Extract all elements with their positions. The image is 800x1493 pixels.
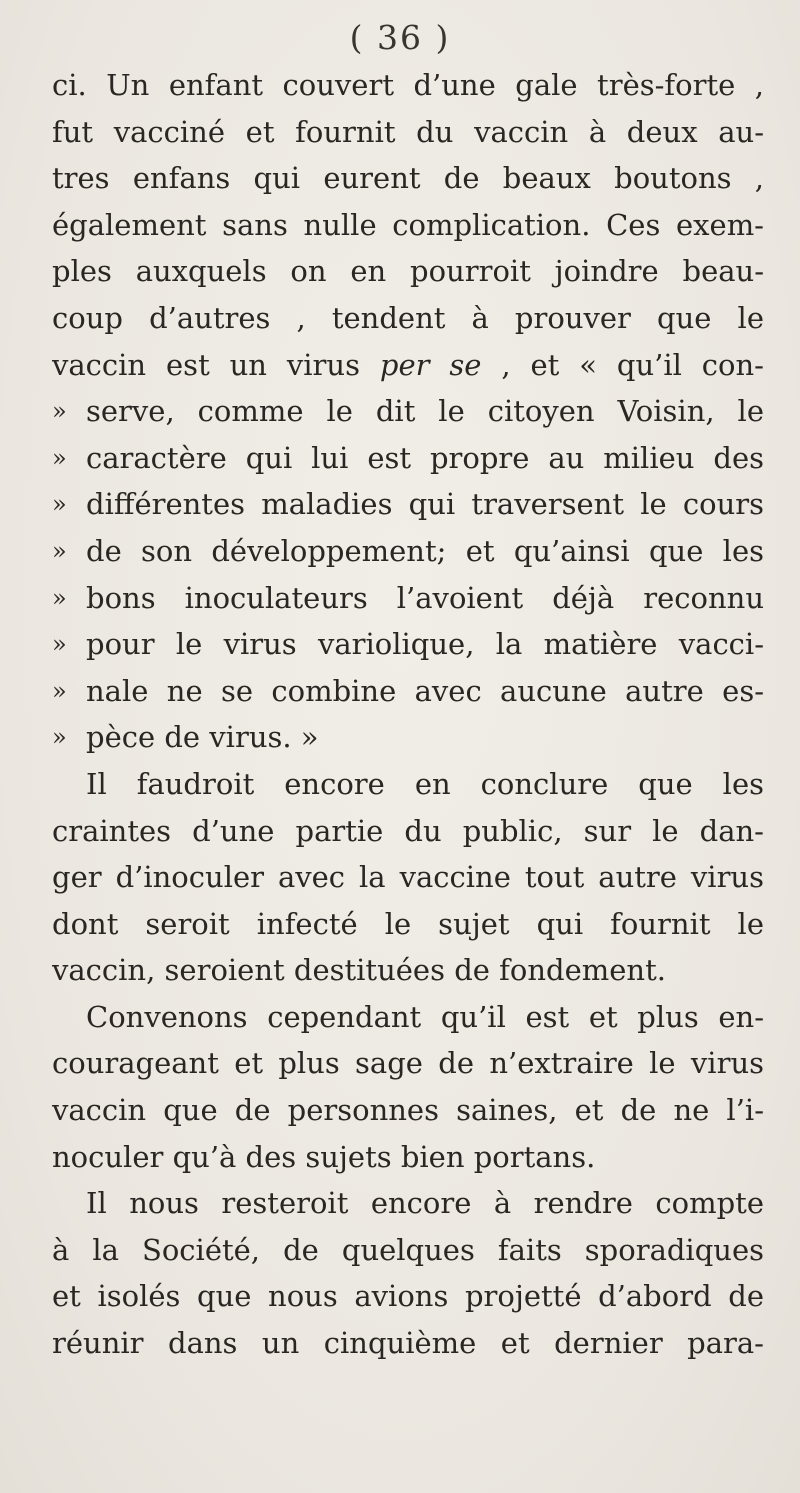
text-line: coup d’autres , tendent à prouver que le (52, 300, 764, 335)
quote-mark: » (52, 536, 67, 565)
quoted-line (52, 435, 764, 482)
paragraph-first-line: Il nous resteroit encore à rendre compte (86, 1186, 764, 1221)
text-line: vaccin que de personnes saines, et de ne l’i- (52, 1093, 764, 1128)
body-text (52, 62, 764, 1367)
quoted-text: différentes maladies qui traversent le cours (86, 487, 764, 522)
text-line: fut vacciné et fournit du vaccin à deux au- (52, 114, 764, 149)
quote-mark: » (52, 723, 67, 752)
text-line: dont seroit infecté le sujet qui fournit le (52, 906, 764, 941)
quote-mark: » (52, 676, 67, 705)
quote-mark: » (52, 583, 67, 612)
quoted-text: de son développement; et qu’ainsi que les (86, 533, 764, 568)
quote-mark: » (52, 490, 67, 519)
text-line: et isolés que nous avions projetté d’abord de (52, 1279, 764, 1314)
quote-mark: » (52, 397, 67, 426)
quoted-line (52, 714, 764, 761)
quote-mark: » (52, 443, 67, 472)
text-line: tres enfans qui eurent de beaux boutons , (52, 161, 764, 196)
quoted-line (52, 575, 764, 622)
text-line: noculer qu’à des sujets bien portans. (52, 1139, 596, 1174)
quoted-text: nale ne se combine avec aucune autre es- (86, 673, 764, 708)
quoted-text: pour le virus variolique, la matière vacci- (86, 627, 764, 662)
text-line: à la Société, de quelques faits sporadiques (52, 1232, 764, 1267)
text-line: ci. Un enfant couvert d’une gale très-forte , (52, 68, 764, 102)
quoted-line (52, 621, 764, 668)
text-line: craintes d’une partie du public, sur le dan- (52, 813, 764, 848)
text-line-with-italic (52, 342, 764, 389)
quoted-text: serve, comme le dit le citoyen Voisin, le (86, 394, 764, 429)
text-segment: , et « qu’il con- (481, 347, 764, 382)
text-segment: vaccin est un virus (52, 347, 380, 382)
quoted-line (52, 388, 764, 435)
quoted-text: caractère qui lui est propre au milieu des (86, 440, 764, 475)
text-line: également sans nulle complication. Ces exem- (52, 207, 764, 242)
text-line: vaccin, seroient destituées de fondement. (52, 953, 666, 988)
text-line: ples auxquels on en pourroit joindre beau- (52, 254, 764, 289)
quote-mark: » (52, 630, 67, 659)
text-line: ger d’inoculer avec la vaccine tout autre virus (52, 860, 764, 895)
page-number: ( 36 ) (349, 18, 451, 57)
quoted-text: pèce de virus. » (86, 720, 319, 755)
italic-phrase: per se (379, 347, 482, 382)
paragraph-first-line: Convenons cependant qu’il est et plus en- (86, 999, 764, 1034)
text-line: courageant et plus sage de n’extraire le virus (52, 1046, 764, 1081)
quoted-line (52, 668, 764, 715)
quoted-line (52, 481, 764, 528)
text-line: réunir dans un cinquième et dernier para- (52, 1326, 764, 1361)
paragraph-first-line: Il faudroit encore en conclure que les (86, 766, 764, 801)
quoted-line (52, 528, 764, 575)
quoted-text: bons inoculateurs l’avoient déjà reconnu (86, 580, 764, 615)
